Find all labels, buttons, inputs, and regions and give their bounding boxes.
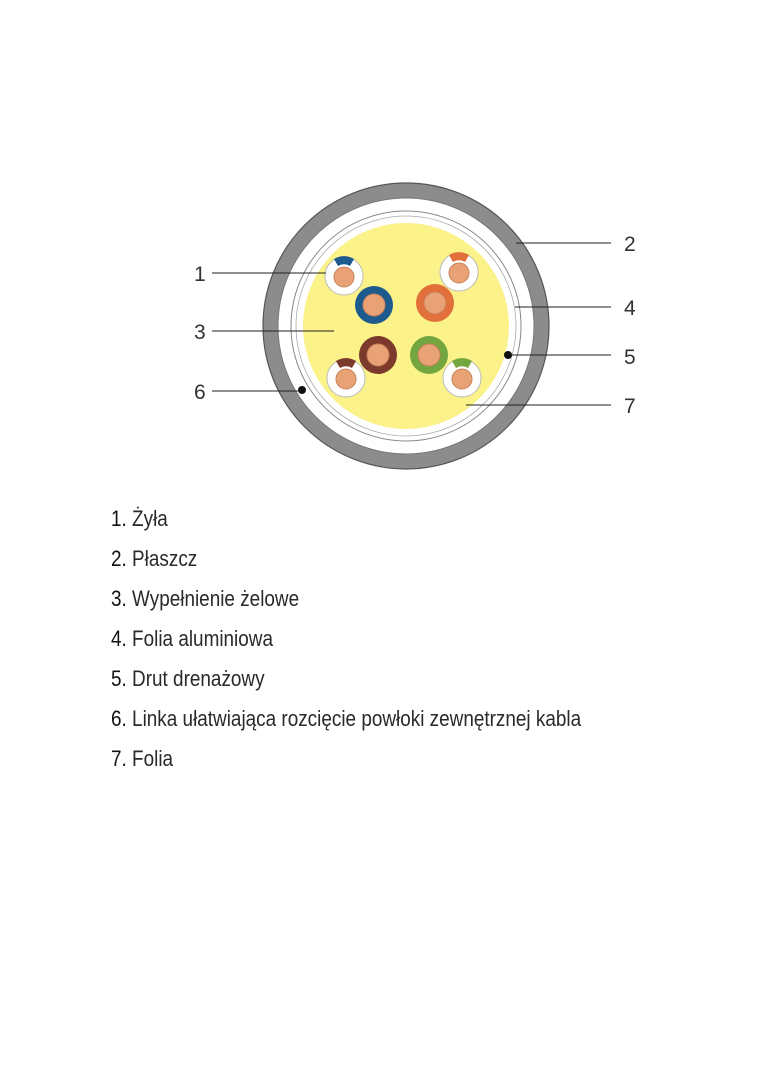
legend-number: 7. xyxy=(111,746,127,771)
wire-green xyxy=(410,336,448,374)
drain-wire xyxy=(504,351,512,359)
legend-item xyxy=(111,542,581,582)
wire-blue xyxy=(355,286,393,324)
legend-label: Żyła xyxy=(132,506,168,531)
wire-green-white xyxy=(443,358,481,397)
callout-5: 5 xyxy=(624,346,636,369)
legend-number: 4. xyxy=(111,626,127,651)
callout-1: 1 xyxy=(194,263,206,286)
legend-label: Płaszcz xyxy=(132,546,198,571)
legend-item xyxy=(111,742,581,782)
callout-7: 7 xyxy=(624,395,636,418)
wire-orange-white xyxy=(440,252,478,291)
wire-blue-white xyxy=(325,256,363,295)
cable-cross-section-diagram xyxy=(0,0,784,520)
legend-number: 3. xyxy=(111,586,127,611)
callout-3: 3 xyxy=(194,321,206,344)
legend-label: Wypełnienie żelowe xyxy=(132,586,300,611)
gel-filler xyxy=(303,223,509,429)
legend-item xyxy=(111,582,581,622)
legend-item xyxy=(111,662,581,702)
legend-number: 5. xyxy=(111,666,127,691)
legend-item xyxy=(111,502,581,542)
callout-2: 2 xyxy=(624,233,636,256)
callout-4: 4 xyxy=(624,297,636,320)
wire-brown-white xyxy=(327,358,365,397)
legend-item xyxy=(111,702,581,742)
rip-cord xyxy=(298,386,306,394)
wire-orange xyxy=(416,284,454,322)
legend-label: Drut drenażowy xyxy=(132,666,265,691)
legend-list xyxy=(111,502,658,782)
legend-number: 2. xyxy=(111,546,127,571)
legend-label: Folia xyxy=(132,746,174,771)
legend-label: Folia aluminiowa xyxy=(132,626,273,651)
wire-brown xyxy=(359,336,397,374)
legend-item xyxy=(111,622,581,662)
legend-number: 1. xyxy=(111,506,127,531)
legend-label: Linka ułatwiająca rozcięcie powłoki zewnętrznej kabla xyxy=(132,706,582,731)
callout-6: 6 xyxy=(194,381,206,404)
legend-number: 6. xyxy=(111,706,127,731)
